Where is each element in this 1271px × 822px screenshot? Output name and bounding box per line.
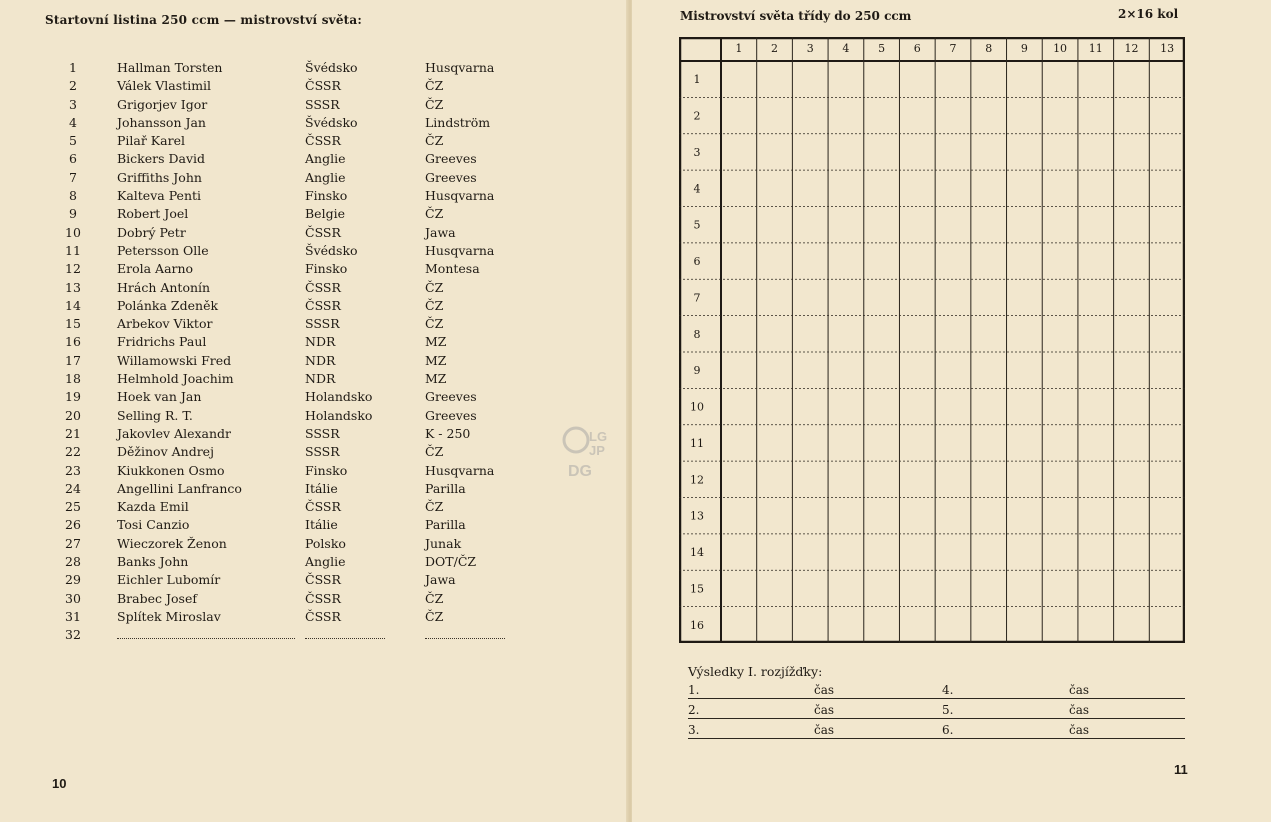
rider-name: Erola Aarno: [117, 261, 194, 277]
rider-name: Jakovlev Alexandr: [117, 425, 232, 441]
rider-number: 13: [65, 279, 81, 295]
rider-number: 29: [65, 572, 81, 588]
rider-motorcycle: Husqvarna: [425, 188, 495, 204]
rider-name: Fridrichs Paul: [117, 334, 207, 350]
rider-motorcycle: Greeves: [425, 407, 477, 423]
rider-country: Švédsko: [305, 114, 358, 130]
grid-row-header: 16: [690, 618, 704, 632]
grid-row-header: 12: [690, 473, 704, 487]
rider-number: 16: [65, 334, 81, 350]
rider-number: 14: [65, 297, 81, 313]
grid-border: [680, 38, 1184, 642]
result-time-label-left: čas: [814, 723, 835, 737]
start-list-row: [60, 407, 530, 425]
grid-row-header: 5: [693, 218, 701, 232]
rider-name: Splítek Miroslav: [117, 608, 221, 624]
start-list-row: [60, 535, 530, 553]
rider-number: 6: [69, 151, 77, 167]
start-list-row: [60, 352, 530, 370]
rider-motorcycle: Husqvarna: [425, 242, 495, 258]
grid-row-header: 4: [693, 182, 701, 196]
heat-result-row: [688, 718, 1185, 739]
grid-row-header: 14: [690, 546, 704, 560]
start-list-row: [60, 590, 530, 608]
rider-country: Finsko: [305, 188, 348, 204]
result-time-label-right: čas: [1069, 703, 1090, 717]
result-time-label-right: čas: [1069, 723, 1090, 737]
lap-chart-svg: [679, 37, 1185, 643]
rider-country: ČSSR: [305, 297, 341, 313]
rider-number: 22: [65, 444, 81, 460]
start-list-row: [60, 626, 530, 644]
rider-motorcycle: ČZ: [425, 316, 444, 332]
grid-row-header: 11: [690, 436, 704, 450]
start-list-row: [60, 205, 530, 223]
rider-name: Wieczorek Ženon: [117, 535, 227, 551]
rider-country: ČSSR: [305, 608, 341, 624]
rider-name: Eichler Lubomír: [117, 572, 221, 588]
rider-number: 21: [65, 425, 81, 441]
rider-name: Polánka Zdeněk: [117, 297, 219, 313]
start-list-row: [60, 333, 530, 351]
start-list-row: [60, 224, 530, 242]
rider-motorcycle: Lindström: [425, 114, 491, 130]
grid-column-header: 9: [1020, 42, 1028, 55]
rider-number: 25: [65, 499, 81, 515]
stamp-text-right: JP: [589, 443, 605, 458]
rider-name: Willamowski Fred: [117, 352, 232, 368]
rider-motorcycle: ČZ: [425, 590, 444, 606]
result-position-left: 1.: [688, 683, 700, 697]
rider-country: SSSR: [305, 444, 340, 460]
rider-number: 11: [65, 242, 81, 258]
rider-motorcycle: MZ: [425, 334, 447, 350]
start-list-row: [60, 462, 530, 480]
rider-motorcycle: Jawa: [425, 572, 456, 588]
rider-country: Itálie: [305, 517, 338, 533]
rider-name: Dobrý Petr: [117, 224, 186, 240]
grid-row-header: 9: [693, 364, 701, 378]
rider-number: 32: [65, 627, 81, 643]
rider-motorcycle: ČZ: [425, 444, 444, 460]
rider-country: Holandsko: [305, 389, 373, 405]
rider-name: Kiukkonen Osmo: [117, 462, 225, 478]
rider-country: Belgie: [305, 206, 345, 222]
rider-name: Hrách Antonín: [117, 279, 211, 295]
rider-number: 23: [65, 462, 81, 478]
rider-name: Banks John: [117, 554, 189, 570]
start-list-row: [60, 443, 530, 461]
result-position-right: 6.: [942, 723, 954, 737]
grid-row-header: 15: [690, 582, 704, 596]
result-time-label-left: čas: [814, 683, 835, 697]
rider-motorcycle: Greeves: [425, 151, 477, 167]
rider-country: ČSSR: [305, 133, 341, 149]
rider-number: 17: [65, 352, 81, 368]
rider-number: 18: [65, 371, 81, 387]
rider-motorcycle: MZ: [425, 371, 447, 387]
rider-number: 30: [65, 590, 81, 606]
rider-name: Pilař Karel: [117, 133, 185, 149]
grid-column-header: 1: [735, 42, 743, 55]
rider-name: Robert Joel: [117, 206, 189, 222]
page-number-right: 11: [1174, 762, 1188, 777]
rider-name: Griffiths John: [117, 169, 202, 185]
rider-country: Polsko: [305, 535, 346, 551]
rider-country: NDR: [305, 352, 336, 368]
start-list-row: [60, 96, 530, 114]
rider-number: 4: [69, 114, 77, 130]
rider-name: Angellini Lanfranco: [117, 480, 242, 496]
rider-country: [305, 626, 385, 639]
rider-number: 27: [65, 535, 81, 551]
start-list-row: [60, 388, 530, 406]
grid-column-header: 5: [878, 42, 886, 55]
rider-country: SSSR: [305, 96, 340, 112]
start-list-row: [60, 77, 530, 95]
grid-column-header: 13: [1160, 42, 1175, 55]
rider-name: [117, 626, 295, 639]
rider-number: 3: [69, 96, 77, 112]
start-list-row: [60, 132, 530, 150]
rider-number: 15: [65, 316, 81, 332]
grid-row-header: 7: [693, 291, 701, 305]
rider-motorcycle: ČZ: [425, 133, 444, 149]
rider-name: Kazda Emil: [117, 499, 189, 515]
rider-motorcycle: DOT/ČZ: [425, 554, 477, 570]
rider-country: Anglie: [305, 151, 346, 167]
heat-result-row: [688, 698, 1185, 719]
rider-number: 12: [65, 261, 81, 277]
rider-motorcycle: ČZ: [425, 78, 444, 94]
grid-row-header: 2: [693, 109, 701, 123]
grid-column-header: 4: [842, 42, 850, 55]
rider-motorcycle: Montesa: [425, 261, 480, 277]
rider-name: Grigorjev Igor: [117, 96, 208, 112]
rider-motorcycle: Greeves: [425, 169, 477, 185]
rider-country: ČSSR: [305, 224, 341, 240]
rider-motorcycle: Husqvarna: [425, 60, 495, 75]
stamp-text-bottom: DG: [568, 463, 592, 480]
start-list-row: [60, 59, 530, 77]
rider-number: 10: [65, 224, 81, 240]
heat-results-title: Výsledky I. rozjížďky:: [688, 664, 823, 679]
grid-row-header: 1: [693, 73, 701, 87]
rider-motorcycle: Greeves: [425, 389, 477, 405]
rider-name: Kalteva Penti: [117, 188, 202, 204]
rider-country: Itálie: [305, 480, 338, 496]
start-list-row: [60, 516, 530, 534]
start-list-row: [60, 150, 530, 168]
grid-column-header: 12: [1124, 42, 1139, 55]
heat-result-row: [688, 678, 1185, 699]
rider-number: 7: [69, 169, 77, 185]
grid-row-header: 10: [690, 400, 704, 414]
rider-country: ČSSR: [305, 499, 341, 515]
grid-row-header: 3: [693, 145, 701, 159]
rider-name: Brabec Josef: [117, 590, 197, 606]
rider-name: Hoek van Jan: [117, 389, 202, 405]
rider-country: Švédsko: [305, 60, 358, 75]
grid-column-header: 6: [913, 42, 921, 55]
rider-motorcycle: Husqvarna: [425, 462, 495, 478]
result-position-left: 3.: [688, 723, 700, 737]
library-stamp: [556, 424, 618, 482]
rider-country: Švédsko: [305, 242, 358, 258]
rider-motorcycle: Jawa: [425, 224, 456, 240]
rider-motorcycle: Parilla: [425, 480, 466, 496]
rider-country: Anglie: [305, 169, 346, 185]
rider-country: Holandsko: [305, 407, 373, 423]
rider-motorcycle: Junak: [425, 535, 462, 551]
rider-motorcycle: [425, 626, 505, 639]
start-list-row: [60, 187, 530, 205]
rider-motorcycle: Parilla: [425, 517, 466, 533]
rider-country: Anglie: [305, 554, 346, 570]
rider-motorcycle: K - 250: [425, 425, 471, 441]
rider-name: Děžinov Andrej: [117, 444, 214, 460]
rider-number: 9: [69, 206, 77, 222]
rider-country: ČSSR: [305, 279, 341, 295]
result-time-label-left: čas: [814, 703, 835, 717]
grid-column-header: 2: [771, 42, 779, 55]
start-list-row: [60, 498, 530, 516]
stamp-head-icon: [564, 428, 588, 452]
rider-country: Finsko: [305, 261, 348, 277]
rider-name: Johansson Jan: [117, 114, 206, 130]
start-list-row: [60, 260, 530, 278]
rider-name: Tosi Canzio: [117, 517, 190, 533]
rider-country: NDR: [305, 334, 336, 350]
rider-country: ČSSR: [305, 78, 341, 94]
start-list-row: [60, 425, 530, 443]
grid-column-header: 10: [1053, 42, 1068, 55]
start-list: [60, 59, 530, 645]
rider-name: Helmhold Joachim: [117, 371, 234, 387]
grid-column-header: 7: [949, 42, 957, 55]
rider-number: 20: [65, 407, 81, 423]
result-position-left: 2.: [688, 703, 700, 717]
left-page: [0, 0, 628, 822]
grid-row-header: 6: [693, 255, 701, 269]
result-position-right: 5.: [942, 703, 954, 717]
lap-chart-grid: [679, 37, 1185, 643]
start-list-row: [60, 608, 530, 626]
grid-column-header: 8: [985, 42, 993, 55]
rider-name: Arbekov Viktor: [117, 316, 213, 332]
grid-column-header: 11: [1088, 42, 1103, 55]
right-page: [632, 0, 1271, 822]
rider-number: 5: [69, 133, 77, 149]
start-list-row: [60, 315, 530, 333]
start-list-row: [60, 297, 530, 315]
rider-country: Finsko: [305, 462, 348, 478]
rider-motorcycle: ČZ: [425, 608, 444, 624]
rider-country: SSSR: [305, 425, 340, 441]
rider-name: Petersson Olle: [117, 242, 209, 258]
grid-row-header: 8: [693, 327, 701, 341]
rider-name: Hallman Torsten: [117, 60, 223, 75]
rider-country: ČSSR: [305, 572, 341, 588]
rider-number: 28: [65, 554, 81, 570]
result-time-label-right: čas: [1069, 683, 1090, 697]
rider-number: 1: [69, 60, 77, 75]
rider-number: 31: [65, 608, 81, 624]
page-number-left: 10: [52, 776, 67, 791]
result-position-right: 4.: [942, 683, 954, 697]
rider-country: NDR: [305, 371, 336, 387]
rider-motorcycle: ČZ: [425, 206, 444, 222]
rider-motorcycle: ČZ: [425, 279, 444, 295]
rider-country: SSSR: [305, 316, 340, 332]
rider-number: 24: [65, 480, 81, 496]
stamp-text-top: LG: [589, 429, 608, 444]
results-grid-title: Mistrovství světa třídy do 250 ccm: [680, 9, 912, 23]
rider-number: 26: [65, 517, 81, 533]
rider-motorcycle: ČZ: [425, 96, 444, 112]
start-list-row: [60, 370, 530, 388]
grid-column-header: 3: [806, 42, 814, 55]
rider-motorcycle: ČZ: [425, 499, 444, 515]
start-list-row: [60, 114, 530, 132]
rider-motorcycle: MZ: [425, 352, 447, 368]
rider-name: Selling R. T.: [117, 407, 193, 423]
start-list-title: Startovní listina 250 ccm — mistrovství světa:: [45, 13, 363, 27]
start-list-row: [60, 553, 530, 571]
rider-name: Válek Vlastimil: [117, 78, 212, 94]
start-list-row: [60, 480, 530, 498]
rider-motorcycle: ČZ: [425, 297, 444, 313]
rider-number: 19: [65, 389, 81, 405]
rider-country: ČSSR: [305, 590, 341, 606]
rider-name: Bickers David: [117, 151, 206, 167]
grid-row-header: 13: [690, 509, 704, 523]
rider-number: 8: [69, 188, 77, 204]
start-list-row: [60, 279, 530, 297]
start-list-row: [60, 169, 530, 187]
start-list-row: [60, 571, 530, 589]
rider-number: 2: [69, 78, 77, 94]
start-list-row: [60, 242, 530, 260]
rounds-label: 2×16 kol: [1118, 7, 1179, 21]
